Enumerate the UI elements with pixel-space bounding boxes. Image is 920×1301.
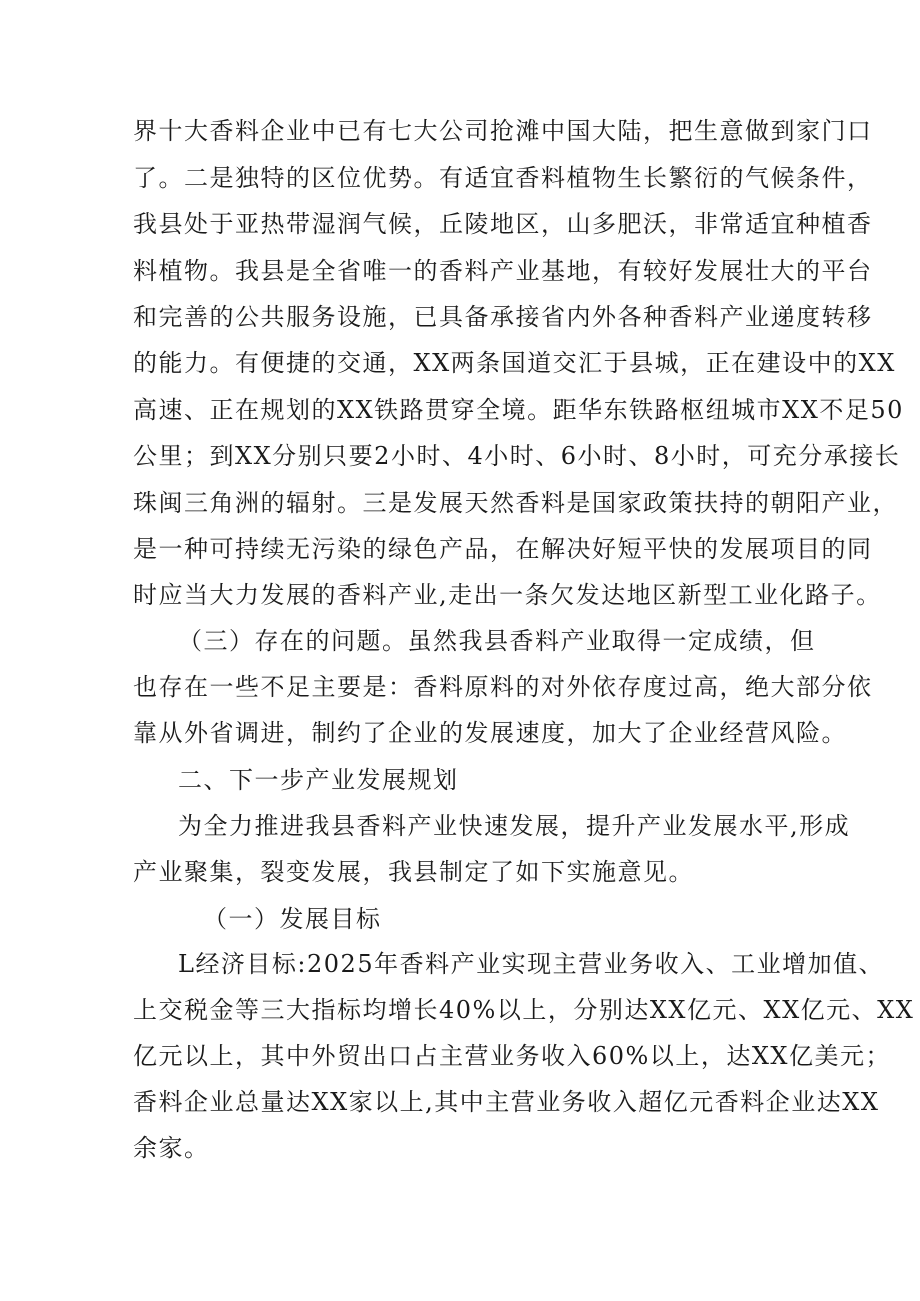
text-line: 产业聚集，裂变发展，我县制定了如下实施意见。: [133, 858, 694, 886]
text-line: 为全力推进我县香料产业快速发展，提升产业发展水平,形成: [178, 812, 851, 840]
text-line: 时应当大力发展的香料产业,走出一条欠发达地区新型工业化路子。: [133, 581, 882, 609]
subsection-heading: （一）发展目标: [203, 905, 382, 933]
text-line: 亿元以上，其中外贸出口占主营业务收入60%以上，达XX亿美元；: [133, 1042, 892, 1070]
text-line: 和完善的公共服务设施，已具备承接省内外各种香料产业递度转移: [133, 303, 873, 331]
text-line: 余家。: [133, 1134, 210, 1162]
text-line: 我县处于亚热带湿润气候，丘陵地区，山多肥沃，非常适宜种植香: [133, 210, 873, 238]
text-line: 靠从外省调进，制约了企业的发展速度，加大了企业经营风险。: [133, 719, 847, 747]
text-line: 公里；到XX分别只要2小时、4小时、6小时、8小时，可充分承接长: [133, 442, 901, 470]
text-line: 的能力。有便捷的交通，XX两条国道交汇于县城，正在建设中的XX: [133, 349, 896, 377]
text-line: L经济目标:2025年香料产业实现主营业务收入、工业增加值、: [178, 950, 885, 978]
text-line: 香料企业总量达XX家以上,其中主营业务收入超亿元香料企业达XX: [133, 1088, 880, 1116]
section-heading: 二、下一步产业发展规划: [178, 766, 459, 794]
text-line: 也存在一些不足主要是：香料原料的对外依存度过高，绝大部分依: [133, 673, 873, 701]
text-line: （三）存在的问题。虽然我县香料产业取得一定成绩，但: [178, 627, 816, 655]
text-line: 高速、正在规划的XX铁路贯穿全境。距华东铁路枢纽城市XX不足50: [133, 396, 904, 424]
text-line: 料植物。我县是全省唯一的香料产业基地，有较好发展壮大的平台: [133, 257, 873, 285]
text-line: 是一种可持续无污染的绿色产品，在解决好短平快的发展项目的同: [133, 535, 873, 563]
text-line: 了。二是独特的区位优势。有适宜香料植物生长繁衍的气候条件，: [133, 164, 873, 192]
text-line: 界十大香料企业中已有七大公司抢滩中国大陆，把生意做到家门口: [133, 117, 873, 145]
text-line: 珠闽三角洲的辐射。三是发展天然香料是国家政策扶持的朝阳产业，: [133, 489, 898, 517]
text-line: 上交税金等三大指标均增长40%以上，分别达XX亿元、XX亿元、XX: [133, 996, 915, 1024]
